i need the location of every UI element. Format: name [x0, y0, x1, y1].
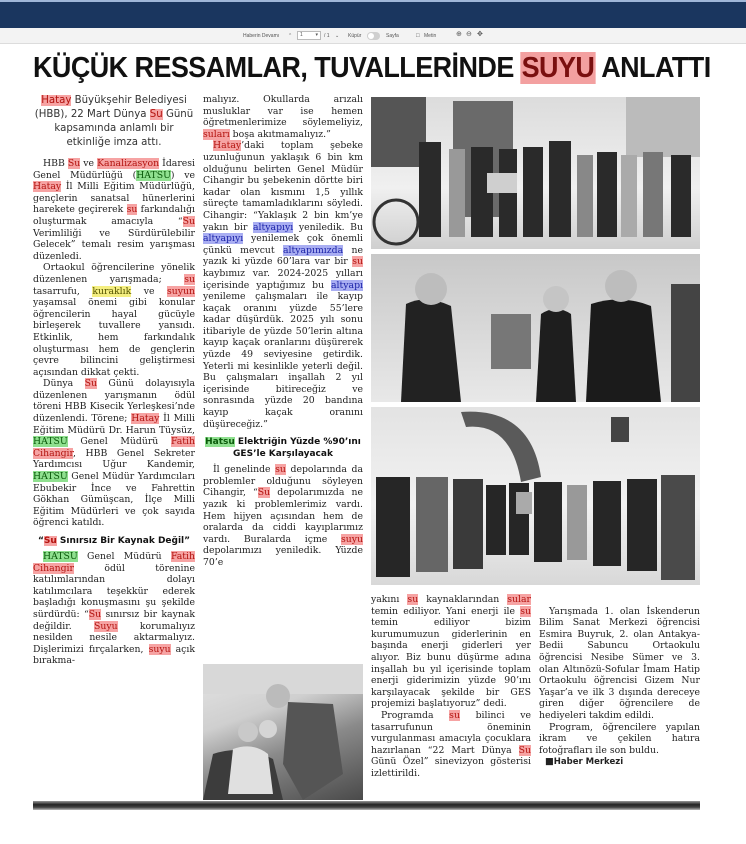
text-run: depolarımızda ne yazık ki problemlerimiz vardı. Hem hijyen açısından hem de oralarda da ciddi kayıplarımız vardı. Buralarda içme: [203, 487, 363, 545]
highlighted-term: Su: [84, 378, 97, 390]
metin-button[interactable]: Metin: [424, 33, 437, 39]
photo-sketch: [203, 664, 363, 800]
text-run: malıyız. Okullarda arızalı musluklar var ise hemen öğretmenlerimize söylemeliyiz,: [203, 94, 363, 129]
text-run: sınırsız bir kaynak değildir.: [33, 608, 195, 632]
photo-officials-painting: [371, 254, 700, 402]
article-lead: [33, 94, 195, 150]
highlighted-term: HATSU: [43, 551, 78, 562]
text-run: , HBB Genel Sekreter Yardımcısı Uğur Kandemir,: [33, 447, 195, 471]
text-run: HBB: [43, 158, 68, 169]
paragraph: [33, 158, 195, 262]
text-run: İdaresi Genel Müdürlüğü (: [33, 158, 196, 181]
highlighted-term: su: [520, 605, 531, 617]
text-run: İl genelinde: [213, 464, 276, 476]
highlighted-term: Su: [149, 109, 163, 120]
text-run: İl Milli Eğitim Müdürlüğü, gençlerin sanatsal hünerlerini harekete geçirerek: [33, 181, 195, 216]
subheading: [33, 535, 195, 547]
text-run: temin ediliyor bizim kurumumuzun giderlerinin en başında enerji giderleri yer alıyor. Biz bunu düşürme adına inşallah bu yıl içerisinde toplam enerji giderimizin yüzde 90’ını karşılayacak şekilde bir GES projemizi başlatıyoruz” dedi.: [371, 617, 531, 710]
text-run: Günü Özel” sinevizyon gösterisi izlettirildi.: [371, 756, 531, 779]
page-select[interactable]: [297, 31, 321, 40]
highlighted-term: Haber Merkezi: [553, 757, 624, 768]
highlighted-term: su: [407, 594, 419, 605]
highlighted-term: Su: [257, 487, 271, 499]
highlighted-term: Su: [182, 215, 195, 227]
byline: [539, 756, 700, 769]
fit-screen-icon[interactable]: ✥: [477, 31, 483, 38]
text-run: Günü dolayısıyla düzenlenen yarışmanın ödül töreni HBB Kisecik Yerleşkesi’nde düzenlendi. Törene;: [33, 378, 195, 425]
viewer-toolbar: [0, 28, 746, 44]
text-run: boşa akıtmamalıyız.”: [229, 128, 331, 140]
photo-classroom-clown: [203, 664, 363, 800]
paragraph: [203, 94, 363, 140]
text-run: farkındalığı oluşturmak amacıyla “: [33, 204, 196, 227]
sayfa-label: Sayfa: [386, 33, 399, 39]
article-column-3: [371, 594, 531, 780]
highlighted-term: sular: [507, 594, 532, 605]
highlighted-term: suyu: [148, 643, 171, 655]
text-run: ve: [80, 158, 98, 169]
highlighted-term: suyun: [167, 285, 195, 297]
text-run: Elektriğin Yüzde %90’ını GES’le Karşılayacak: [233, 437, 361, 460]
text-run: İl Milli Eğitim Müdürü Dr. Harun Tüysüz,: [33, 413, 195, 436]
text-run: yakını: [371, 594, 408, 605]
app-header-bar: [0, 0, 746, 28]
highlighted-term: su: [275, 464, 286, 476]
highlighted-term: Hatay: [131, 413, 160, 425]
text-run: bilinci ve tasarrufunun öneminin vurgulanması amacıyla çocuklara hazırlanan “22 Mart Dünya: [371, 709, 531, 756]
page-value: 1: [300, 32, 303, 38]
article-column-4: [539, 594, 700, 769]
paragraph: Program, öğrencilere yapılan ikram ve çekilen hatıra fotoğrafları ile son buldu.: [539, 721, 700, 756]
text-run: yeniledik. Bu: [293, 221, 363, 233]
text-run: Verimliliği ve Sürdürülebilir Gelecek” temalı resim yarışması düzenledi.: [33, 227, 195, 262]
highlighted-term: Su: [67, 158, 81, 169]
highlighted-term: su: [449, 709, 460, 721]
text-run: yenileme çalışmaları ile kayıp kaçak oranını yüzde 55’lere kadar düşürdük. 2025 yılı sonu itibariyle de yüzde 50’lerin altına kayıp kaçak oranlarını düşürerek yüzde 49 seviyesine getirdik. Yeterli mi kesinlikle yeterli değil. Bu çalışmaları inşallah 2 yıl içerisinde bitireceğiz ve sonrasında yüzde 20 bandına kayıp kaçak oranını düşüreceğiz.”: [203, 291, 363, 430]
highlighted-term: kuraklık: [92, 285, 132, 297]
text-run: “: [37, 536, 44, 546]
highlighted-term: altyapı: [331, 279, 363, 291]
article-column-2: [203, 94, 363, 569]
headline-part: KÜÇÜK RESSAMLAR, TUVALLERİNDE: [33, 52, 521, 84]
text-run: Ortaokul öğrencilerine yönelik düzenlenen yarışmada;: [33, 262, 195, 285]
continue-label: Haberin Devamı: [243, 33, 280, 39]
page-total: / 1: [324, 33, 330, 39]
highlighted-term: su: [184, 273, 195, 285]
article-column-1: [33, 94, 195, 667]
highlighted-term: su: [126, 204, 138, 216]
text-run: depolarında da problemler olduğunu söyleyen Cihangir, “: [203, 464, 364, 499]
zoom-out-icon[interactable]: ⊖: [466, 31, 472, 38]
highlighted-term: Su: [88, 608, 102, 620]
page-down-icon[interactable]: ⌄: [335, 33, 340, 39]
photo-sketch: [371, 407, 700, 585]
text-run: Dünya: [43, 378, 85, 390]
paragraph: [203, 140, 363, 430]
highlighted-term: suyu: [341, 533, 363, 545]
paragraph: [33, 262, 195, 378]
text-run: Büyükşehir Belediyesi (HBB), 22 Mart Dünya: [34, 95, 187, 120]
highlighted-term: HATSU: [33, 436, 68, 448]
headline-part: ANLATTI: [595, 52, 711, 84]
kupur-sayfa-toggle[interactable]: [367, 32, 380, 40]
document-icon[interactable]: □: [416, 33, 420, 39]
highlighted-term: Fatih Cihangir: [33, 436, 195, 459]
photo-sketch: [371, 254, 700, 402]
text-run: Genel Müdürü: [67, 436, 171, 448]
text-run: ve: [131, 285, 167, 297]
paragraph: [33, 378, 195, 529]
highlighted-term: altyapımızda: [283, 244, 344, 256]
highlighted-term: Su: [518, 744, 531, 756]
highlighted-term: Kanalizasyon: [97, 158, 160, 169]
text-run: tasarrufu,: [33, 285, 93, 297]
paragraph: [203, 464, 363, 568]
subheading: [203, 436, 363, 460]
headline: [33, 50, 711, 86]
text-run: Genel Müdür Yardımcıları Ebubekir İnce ve Fahrettin Gökhan Gümüşcan, İlçe Milli Eğitim Müdürleri ve çok sayıda öğrenci katıldı.: [33, 471, 195, 529]
highlighted-term: altyapıyı: [203, 233, 244, 245]
paragraph: Yarışmada 1. olan İskenderun Bilim Sanat Merkezi öğrencisi Esmira Buyruk, 2. olan Antakya-Bedii Sabuncu Ortaokulu öğrencisi Nesibe Sümer ve 3. olan Altınözü-Sofular İmam Hatip Ortaokulu öğrencisi Gizem Nur Yaşar’a ve ilk 3 dışında dereceye giren diğer öğrencilere de hediyeleri takdim edildi.: [539, 605, 700, 721]
text-run: korumalıyız nesilden nesile aktarmalıyız. Dişlerimizi fırçalarken,: [33, 620, 196, 655]
highlighted-term: Hatay: [33, 181, 62, 193]
text-run: Günü kapsamında anlamlı bir etkinliğe imza attı.: [54, 109, 194, 148]
chevron-down-icon: ▾: [315, 32, 318, 38]
highlighted-term: Hatay: [213, 140, 242, 152]
text-run: Genel Müdürü: [77, 551, 171, 562]
zoom-in-icon[interactable]: ⊕: [456, 31, 462, 38]
highlighted-term: Fatih Cihangir: [33, 551, 195, 574]
text-run: kaynaklarından: [418, 594, 508, 605]
text-run: açık bırakma-: [33, 643, 195, 667]
text-run: ne yazık ki yüzde 60’lara var bir: [203, 244, 363, 268]
paragraph-continued: [539, 594, 700, 606]
kupur-label: Küpür: [348, 33, 362, 39]
paragraph: [371, 710, 531, 780]
page-up-icon[interactable]: ⌃: [288, 33, 293, 39]
text-run: kaybımız var. 2024-2025 yılları içerisinde yaptığımız bu: [203, 267, 363, 291]
text-run: yenilemek çok önemli çünkü mevcut: [203, 233, 363, 256]
highlighted-term: altyapıyı: [253, 221, 294, 233]
highlighted-term: Hatsu: [205, 437, 235, 448]
paragraph: [33, 551, 195, 667]
highlighted-term: HATSU: [33, 471, 68, 483]
photo-sketch: [371, 97, 700, 249]
bottom-rule: [33, 801, 700, 810]
photo-award-group: [371, 97, 700, 249]
text-run: Sınırsız Bir Kaynak Değil”: [56, 536, 191, 546]
text-run: yaşamsal önemi gibi konular öğrencilerin hayal gücüyle birleşerek tuvallere yansıdı. Etkinlik, hem farkındalık oluşturması hem de gençlerin çevre bilincini geliştirmesi açısından dikkat çekti.: [33, 297, 195, 378]
highlighted-term: Suyu: [93, 620, 118, 632]
highlighted-term: su: [352, 256, 363, 268]
text-run: ’daki toplam şebeke uzunluğunun yaklaşık 6 bin km olduğunu belirten Genel Müdür Cihangir bu şebekenin dörtte biri kadar olan kısmını 1,5 yıllık süreçte tamamladıklarını söyledi. Cihangir: “Yaklaşık 2 bin km’ye yakın bir: [203, 140, 363, 233]
highlighted-term: HATSU: [136, 169, 171, 181]
photo-officials-group: [371, 407, 700, 585]
highlighted-term: Su: [43, 536, 57, 546]
text-run: ) ve: [170, 169, 195, 181]
text-run: temin ediliyor. Yani enerji ile: [371, 605, 521, 617]
text-run: depolarımızı yeniledik. Yüzde 70’e: [203, 545, 363, 568]
headline-highlight: SUYU: [521, 52, 595, 84]
text-run: ödül törenine katılımlarından dolayı katılımcılara teşekkür ederek başladığı konuşmasını şu şekilde sürdürdü: “: [33, 562, 195, 620]
text-run: Programda: [381, 709, 450, 721]
highlighted-term: suları: [203, 128, 230, 140]
square-bullet-icon: ■: [545, 756, 554, 768]
paragraph: [371, 594, 531, 710]
highlighted-term: Hatay: [41, 95, 72, 106]
